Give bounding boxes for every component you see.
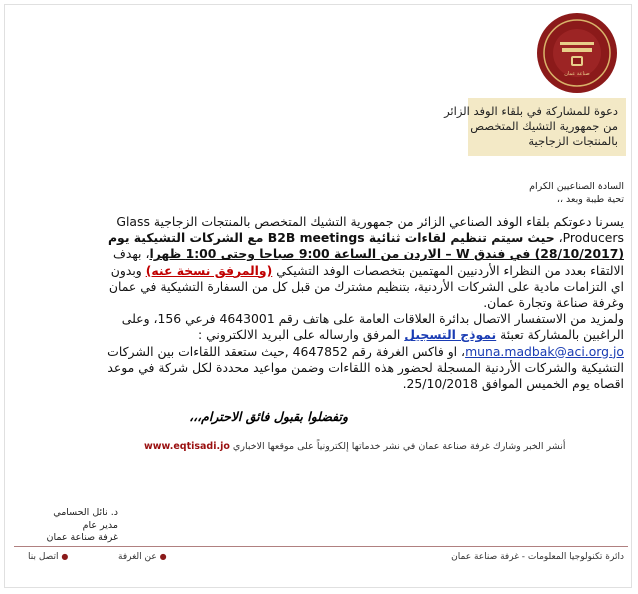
closing-line: وتفضلوا بقبول فائق الاحترام،،، bbox=[189, 409, 348, 424]
invitation-body bbox=[14, 214, 624, 392]
chamber-logo bbox=[536, 12, 618, 94]
share-text: أنشر الخبر وشارك غرفة صناعة عمان في نشر خدماتها إلكترونياً على موقعها الاخباري bbox=[232, 441, 566, 452]
body-line-9 bbox=[14, 344, 624, 360]
body-line-8 bbox=[14, 327, 624, 343]
body-line-2 bbox=[14, 230, 624, 246]
bullet-icon: ● bbox=[61, 552, 69, 561]
body-line-9b: ، او فاكس الغرفة رقم 4647852 ,حيث ستعقد اللقاءات بين الشركات bbox=[107, 343, 466, 359]
body-line-8a: الراغبين بالمشاركة تعبئة bbox=[496, 327, 624, 343]
body-line-1: يسرنا دعوتكم بلقاء الوفد الصناعي الزائر من جمهورية التشيك المتخصص بالمنتجات الزجاجية Glass bbox=[116, 214, 624, 229]
logo-caption: صناعة عمان bbox=[564, 71, 590, 77]
footer-contact-link[interactable] bbox=[28, 552, 68, 562]
signature-block bbox=[26, 507, 118, 545]
invitation-title-box bbox=[444, 98, 626, 156]
body-line-4 bbox=[14, 263, 624, 279]
footer-about-label: عن الغرفة bbox=[118, 552, 157, 562]
footer-dept: دائرة تكنولوجيا المعلومات - غرفة صناعة عمان bbox=[451, 552, 624, 562]
body-line-6: وغرفة صناعة وتجارة عمان. bbox=[483, 295, 624, 311]
signatory-name: د. نائل الحسامي bbox=[53, 507, 118, 518]
invite-title-line-1: دعوة للمشاركة في بلقاء الوفد الزائر bbox=[444, 104, 618, 118]
bullet-icon: ● bbox=[159, 552, 167, 561]
invite-title-line-2: من جمهورية التشيك المتخصص bbox=[470, 119, 618, 133]
body-line-7: ولمزيد من الاستفسار الاتصال بدائرة العلاقات العامة على هاتف رقم 4643001 فرعي 156، وعلى bbox=[121, 311, 624, 327]
body-line-3b: ، بهدف bbox=[113, 246, 150, 262]
email-link[interactable]: muna.madbak@aci.org.jo bbox=[465, 343, 624, 359]
footer-about-link[interactable] bbox=[118, 552, 167, 562]
delegation-copy-link[interactable]: (والمرفق نسخة عنه) bbox=[145, 262, 273, 278]
body-line-4a: الالتقاء بعدد من النظراء الأردنيين المهتمين بتخصصات الوفد التشيكي bbox=[272, 262, 624, 278]
registration-form-link[interactable]: نموذج التسجيل bbox=[404, 327, 497, 343]
invite-title-line-3: بالمنتجات الزجاجية bbox=[528, 134, 618, 148]
body-line-8b: المرفق وارساله على البريد الالكتروني : bbox=[197, 327, 405, 343]
signatory-org: غرفة صناعة عمان bbox=[46, 532, 118, 543]
footer-divider bbox=[14, 546, 628, 547]
body-line-5: اي التزامات مادية على الشركات الأردنية، بتنظيم مشترك من قبل كل من السفارة التشيكية في عمان bbox=[108, 278, 624, 294]
body-line-2b: حيث سيتم تنظيم لقاءات ثنائية B2B meetings مع الشركات التشيكية يوم bbox=[107, 230, 555, 246]
body-line-4b: وبدون bbox=[110, 262, 146, 278]
body-line-3 bbox=[14, 246, 624, 262]
news-site-link[interactable]: www.eqtisadi.jo bbox=[144, 441, 230, 452]
salutation: السادة الصناعيين الكرام bbox=[529, 181, 624, 192]
footer-contact-label: اتصل بنا bbox=[28, 552, 59, 562]
regards: تحية طيبة وبعد ،، bbox=[556, 194, 624, 205]
body-line-10: التشيكية والشركات الأردنية المسجلة لحضور هذه اللقاءات وضمن مواعيد محددة لكل شركة في موعد bbox=[107, 359, 624, 375]
meeting-date-time: (28/10/2017) في فندق W – الاردن من الساعة 9:00 صباحا وحتى 1:00 ظهرا bbox=[149, 246, 624, 262]
body-line-2a: Producers، bbox=[554, 230, 624, 246]
body-line-11: اقصاه يوم الخميس الموافق 25/10/2018. bbox=[402, 376, 624, 392]
share-line bbox=[144, 441, 566, 452]
signatory-title: مدير عام bbox=[82, 519, 118, 531]
